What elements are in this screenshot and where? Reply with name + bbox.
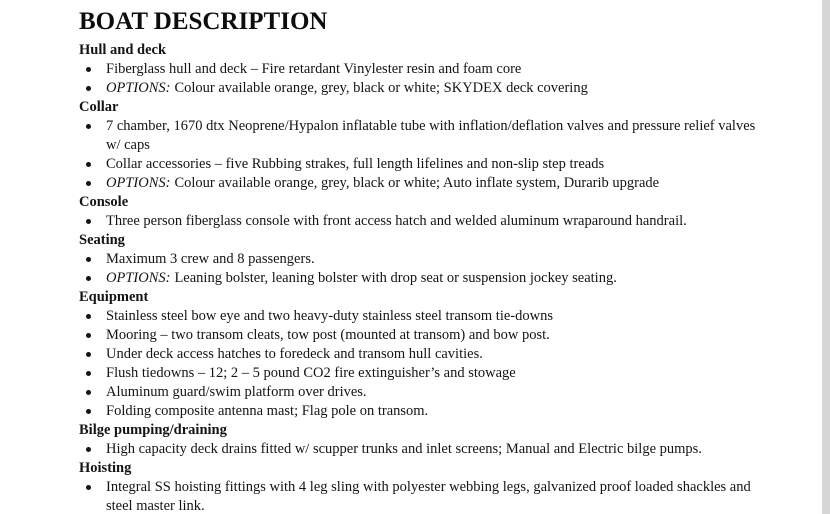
- bullet-text: Mooring – two transom cleats, tow post (mounted at transom) and bow post.: [106, 327, 550, 343]
- bullet-icon: [86, 333, 91, 338]
- section-heading: Console: [79, 194, 129, 210]
- bullet-text: Folding composite antenna mast; Flag pole on transom.: [106, 403, 429, 419]
- bullet-icon: [86, 390, 91, 395]
- section-heading: Hoisting: [79, 460, 132, 476]
- bullet-item: [79, 326, 830, 345]
- bullet-item: [79, 364, 830, 383]
- bullet-text: Integral SS hoisting fittings with 4 leg sling with polyester webbing legs, galvanized proof loaded shackles and: [106, 479, 751, 495]
- bullet-icon: [86, 352, 91, 357]
- bullet-text: Fiberglass hull and deck – Fire retardant Vinylester resin and foam core: [106, 61, 522, 77]
- bullet-item: [79, 117, 830, 136]
- bullet-icon: [86, 257, 91, 262]
- bullet-item: [79, 269, 830, 288]
- bullet-icon: [86, 447, 91, 452]
- bullet-icon: [86, 162, 91, 167]
- bullet-item: [79, 60, 830, 79]
- bullet-text: Aluminum guard/swim platform over drives.: [106, 384, 367, 400]
- page-right-edge: [822, 0, 830, 514]
- bullet-icon: [86, 219, 91, 224]
- bullet-item: [79, 345, 830, 364]
- section-heading: Equipment: [79, 289, 149, 305]
- bullet-icon: [86, 124, 91, 129]
- bullet-icon: [86, 409, 91, 414]
- bullet-text: High capacity deck drains fitted w/ scupper trunks and inlet screens; Manual and Electric bilge pumps.: [106, 441, 702, 457]
- bullet-icon: [86, 485, 91, 490]
- bullet-item: [79, 79, 830, 98]
- options-label: OPTIONS:: [106, 175, 171, 191]
- sections-container: [79, 41, 830, 514]
- options-label: OPTIONS:: [106, 270, 171, 286]
- bullet-text: 7 chamber, 1670 dtx Neoprene/Hypalon inflatable tube with inflation/deflation valves and pressure relief valves: [106, 118, 756, 134]
- bullet-text: Under deck access hatches to foredeck and transom hull cavities.: [106, 346, 483, 362]
- bullet-item: [79, 383, 830, 402]
- bullet-icon: [86, 371, 91, 376]
- bullet-item: [79, 402, 830, 421]
- section-heading: Hull and deck: [79, 42, 167, 58]
- bullet-item: [79, 478, 830, 497]
- options-label: OPTIONS:: [106, 80, 171, 96]
- bullet-text: Maximum 3 crew and 8 passengers.: [106, 251, 315, 267]
- bullet-item: [79, 250, 830, 269]
- bullet-icon: [86, 314, 91, 319]
- bullet-text: Colour available orange, grey, black or white; Auto inflate system, Durarib upgrade: [174, 175, 660, 191]
- section-heading: Seating: [79, 232, 125, 248]
- page-title: BOAT DESCRIPTION: [79, 8, 328, 35]
- bullet-icon: [86, 276, 91, 281]
- bullet-item: [79, 440, 830, 459]
- bullet-item-continuation: [79, 136, 830, 155]
- bullet-icon: [86, 67, 91, 72]
- bullet-item: [79, 212, 830, 231]
- bullet-item: [79, 307, 830, 326]
- bullet-text: Leaning bolster, leaning bolster with drop seat or suspension jockey seating.: [174, 270, 617, 286]
- bullet-text: Colour available orange, grey, black or white; SKYDEX deck covering: [174, 80, 588, 96]
- bullet-text: Collar accessories – five Rubbing strakes, full length lifelines and non-slip step treads: [106, 156, 605, 172]
- bullet-item: [79, 155, 830, 174]
- section-heading: Bilge pumping/draining: [79, 422, 227, 438]
- bullet-item: [79, 174, 830, 193]
- section-heading: Collar: [79, 99, 119, 115]
- bullet-item-continuation: [79, 497, 830, 514]
- bullet-text: w/ caps: [106, 137, 150, 153]
- bullet-text: Flush tiedowns – 12; 2 – 5 pound CO2 fire extinguisher’s and stowage: [106, 365, 516, 381]
- bullet-text: steel master link.: [106, 498, 205, 514]
- bullet-icon: [86, 86, 91, 91]
- bullet-text: Three person fiberglass console with front access hatch and welded aluminum wraparound handrail.: [106, 213, 687, 229]
- bullet-icon: [86, 181, 91, 186]
- bullet-text: Stainless steel bow eye and two heavy-duty stainless steel transom tie-downs: [106, 308, 553, 324]
